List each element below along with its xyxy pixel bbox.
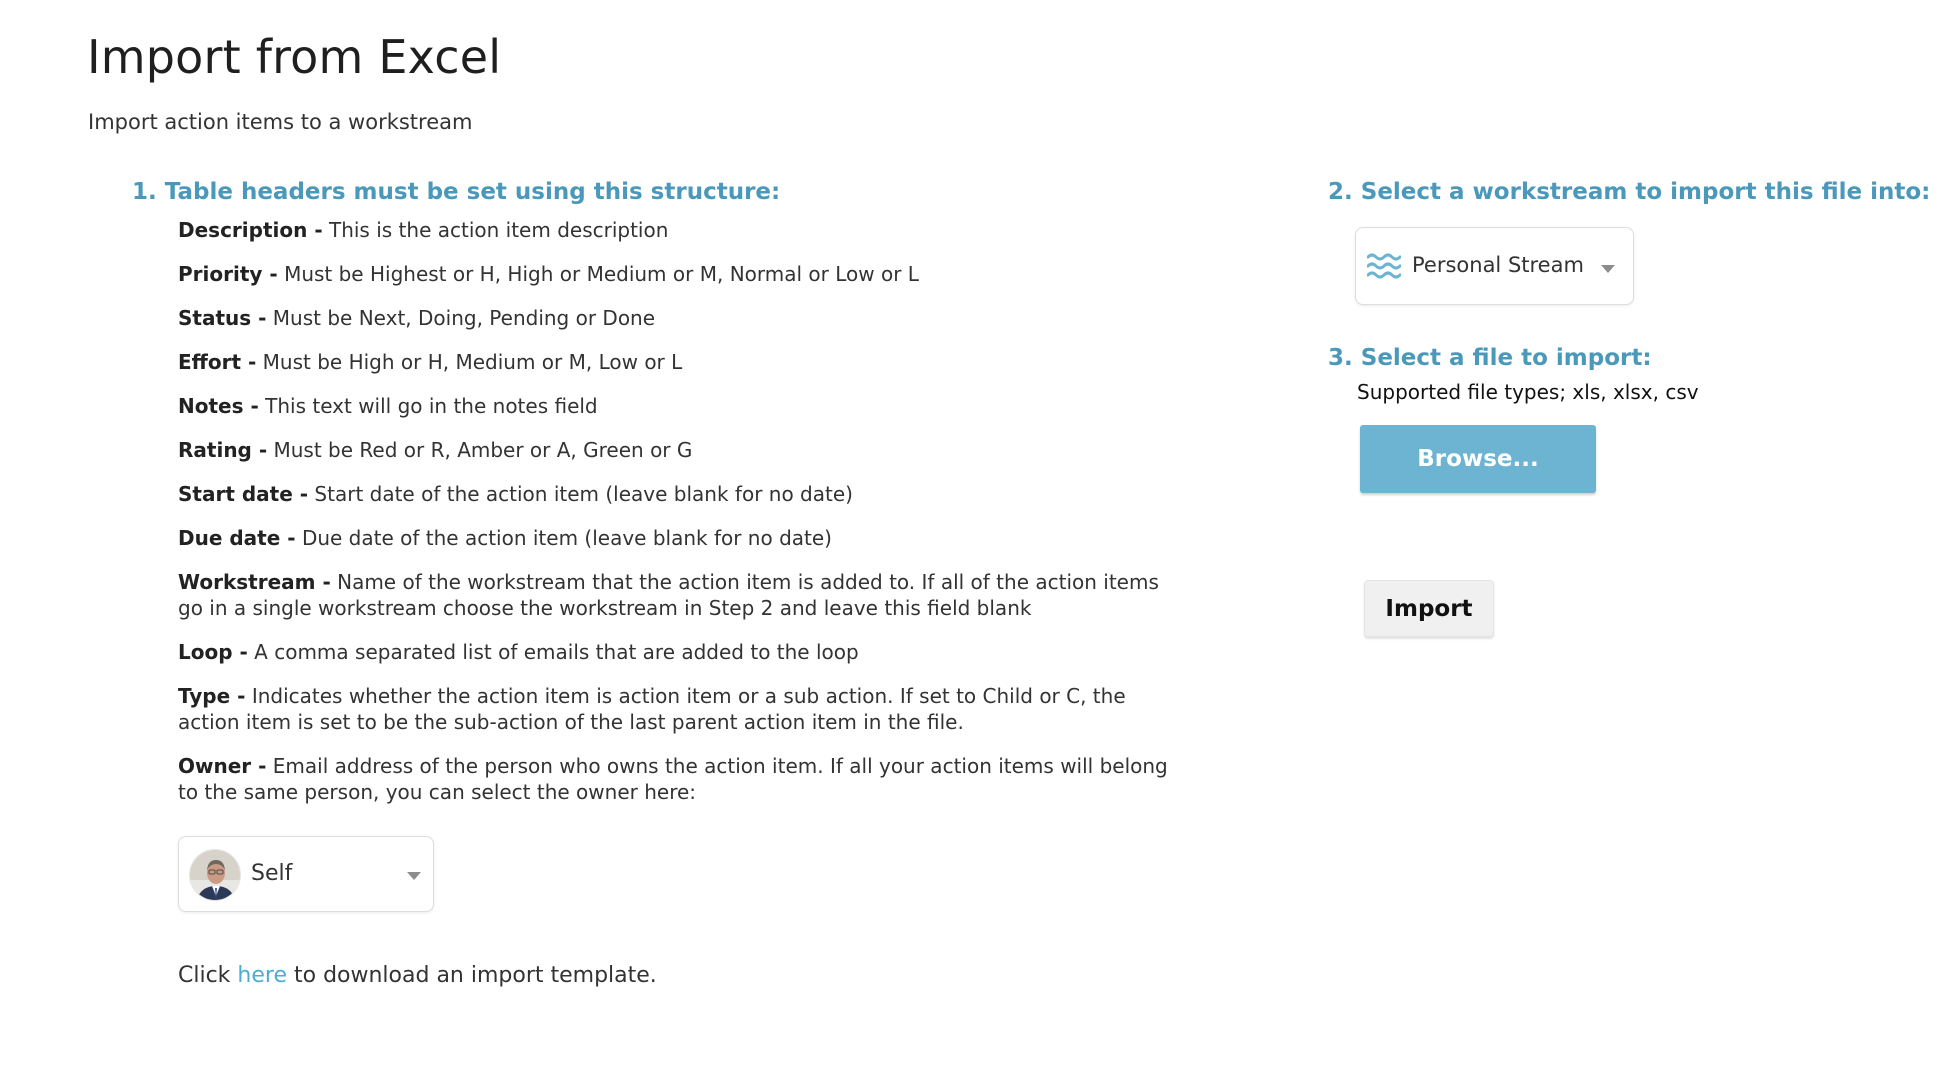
field-desc: Must be Red or R, Amber or A, Green or G	[273, 438, 693, 462]
waves-icon	[1367, 252, 1401, 280]
owner-select[interactable]	[178, 836, 434, 912]
field-name: Type -	[178, 684, 246, 708]
field-owner	[178, 753, 1178, 805]
owner-select-value: Self	[251, 861, 293, 886]
field-workstream	[178, 569, 1178, 621]
field-desc: A comma separated list of emails that are added to the loop	[254, 640, 859, 664]
field-name: Rating -	[178, 438, 268, 462]
field-description	[178, 217, 1178, 243]
field-desc: Start date of the action item (leave blank for no date)	[314, 482, 853, 506]
field-name: Owner -	[178, 754, 267, 778]
field-due-date	[178, 525, 1178, 551]
field-priority	[178, 261, 1178, 287]
field-loop	[178, 639, 1178, 665]
field-effort	[178, 349, 1178, 375]
avatar	[189, 849, 241, 901]
field-name: Workstream -	[178, 570, 331, 594]
download-suffix: to download an import template.	[287, 963, 657, 988]
field-desc: Must be Next, Doing, Pending or Done	[272, 306, 656, 330]
field-notes	[178, 393, 1178, 419]
step3-heading: 3. Select a file to import:	[1328, 345, 1652, 371]
field-desc: This is the action item description	[328, 218, 669, 242]
workstream-select[interactable]	[1355, 227, 1634, 305]
field-desc: Must be High or H, Medium or M, Low or L	[262, 350, 683, 374]
field-desc: Email address of the person who owns the action item. If all your action items will belong to the same person, you can select the owner here:	[178, 754, 1168, 804]
chevron-down-icon	[1601, 265, 1615, 273]
field-start-date	[178, 481, 1178, 507]
import-button[interactable]: Import	[1364, 580, 1494, 637]
field-name: Loop -	[178, 640, 248, 664]
download-prefix: Click	[178, 963, 238, 988]
header-field-list	[178, 217, 1178, 823]
field-type	[178, 683, 1178, 735]
field-name: Due date -	[178, 526, 296, 550]
field-desc: This text will go in the notes field	[265, 394, 598, 418]
supported-file-types: Supported file types; xls, xlsx, csv	[1357, 380, 1699, 404]
download-template-link[interactable]: here	[237, 963, 287, 988]
page-subtitle: Import action items to a workstream	[88, 110, 473, 134]
step1-heading: 1. Table headers must be set using this structure:	[132, 179, 781, 205]
field-desc: Name of the workstream that the action item is added to. If all of the action items go in a single workstream choose the workstream in Step 2 and leave this field blank	[178, 570, 1159, 620]
workstream-select-value: Personal Stream	[1412, 253, 1584, 277]
field-name: Description -	[178, 218, 323, 242]
field-rating	[178, 437, 1178, 463]
field-desc: Indicates whether the action item is action item or a sub action. If set to Child or C, the action item is set to be the sub-action of the last parent action item in the file.	[178, 684, 1126, 734]
field-desc: Due date of the action item (leave blank for no date)	[301, 526, 832, 550]
browse-button[interactable]: Browse...	[1360, 425, 1596, 493]
field-status	[178, 305, 1178, 331]
field-desc: Must be Highest or H, High or Medium or M, Normal or Low or L	[284, 262, 919, 286]
field-name: Effort -	[178, 350, 257, 374]
download-template-line	[178, 963, 657, 988]
field-name: Status -	[178, 306, 267, 330]
step2-heading: 2. Select a workstream to import this file into:	[1328, 179, 1931, 205]
field-name: Start date -	[178, 482, 309, 506]
chevron-down-icon	[407, 872, 421, 880]
page-title: Import from Excel	[87, 30, 502, 84]
field-name: Priority -	[178, 262, 278, 286]
field-name: Notes -	[178, 394, 259, 418]
